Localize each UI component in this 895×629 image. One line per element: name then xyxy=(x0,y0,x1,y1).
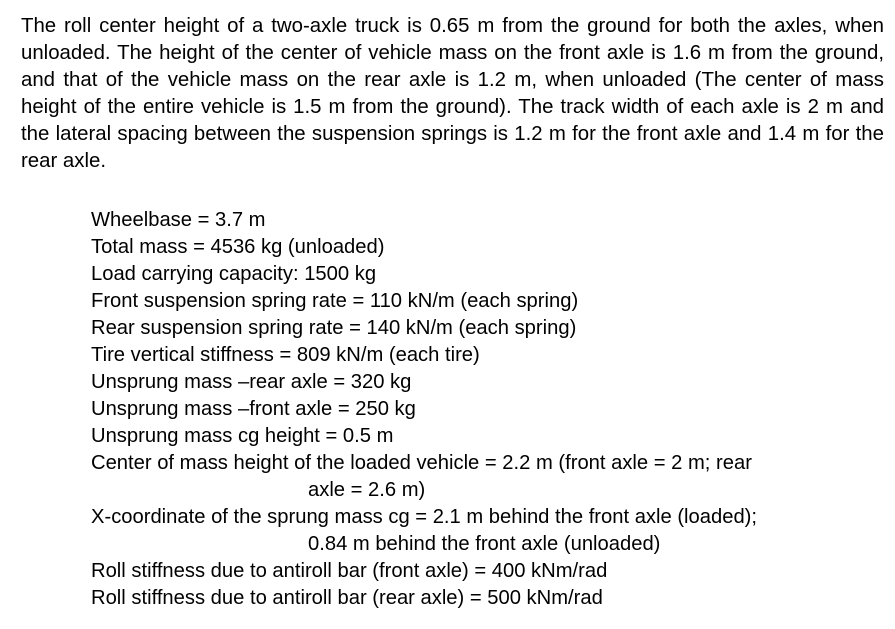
spec-antiroll-rear: Roll stiffness due to antiroll bar (rear axle) = 500 kNm/rad xyxy=(91,587,603,609)
spec-front-spring-rate: Front suspension spring rate = 110 kN/m (each spring) xyxy=(91,290,579,312)
spec-tire-stiffness: Tire vertical stiffness = 809 kN/m (each tire) xyxy=(91,344,480,366)
spec-unsprung-front: Unsprung mass –front axle = 250 kg xyxy=(91,398,416,420)
spec-loaded-cg-line1: Center of mass height of the loaded vehicle = 2.2 m (front axle = 2 m; rear xyxy=(91,452,752,474)
spec-unsprung-rear: Unsprung mass –rear axle = 320 kg xyxy=(91,371,412,393)
spec-sprung-x xyxy=(91,504,891,558)
spec-wheelbase: Wheelbase = 3.7 m xyxy=(91,209,266,231)
spec-load-capacity: Load carrying capacity: 1500 kg xyxy=(91,263,377,285)
spec-rear-spring-rate: Rear suspension spring rate = 140 kN/m (each spring) xyxy=(91,317,577,339)
spec-total-mass: Total mass = 4536 kg (unloaded) xyxy=(91,236,385,258)
spec-loaded-cg-line2: axle = 2.6 m) xyxy=(308,479,426,501)
problem-paragraph: The roll center height of a two-axle truck is 0.65 m from the ground for both the axles, when unloaded. The height of the center of vehicle mass on the front axle is 1.6 m from the ground, and that of the vehicle mass on the rear axle is 1.2 m, when unloaded (The center of mass height of the entire vehicle is 1.5 m from the ground). The track width of each axle is 2 m and the lateral spacing between the suspension springs is 1.2 m for the front axle and 1.4 m for the rear axle. xyxy=(21,15,884,172)
spec-list xyxy=(91,207,891,612)
spec-unsprung-cg: Unsprung mass cg height = 0.5 m xyxy=(91,425,394,447)
spec-sprung-x-line2: 0.84 m behind the front axle (unloaded) xyxy=(308,533,661,555)
spec-sprung-x-line1: X-coordinate of the sprung mass cg = 2.1 m behind the front axle (loaded); xyxy=(91,506,758,528)
spec-antiroll-front: Roll stiffness due to antiroll bar (front axle) = 400 kNm/rad xyxy=(91,560,608,582)
spec-loaded-cg xyxy=(91,450,891,504)
